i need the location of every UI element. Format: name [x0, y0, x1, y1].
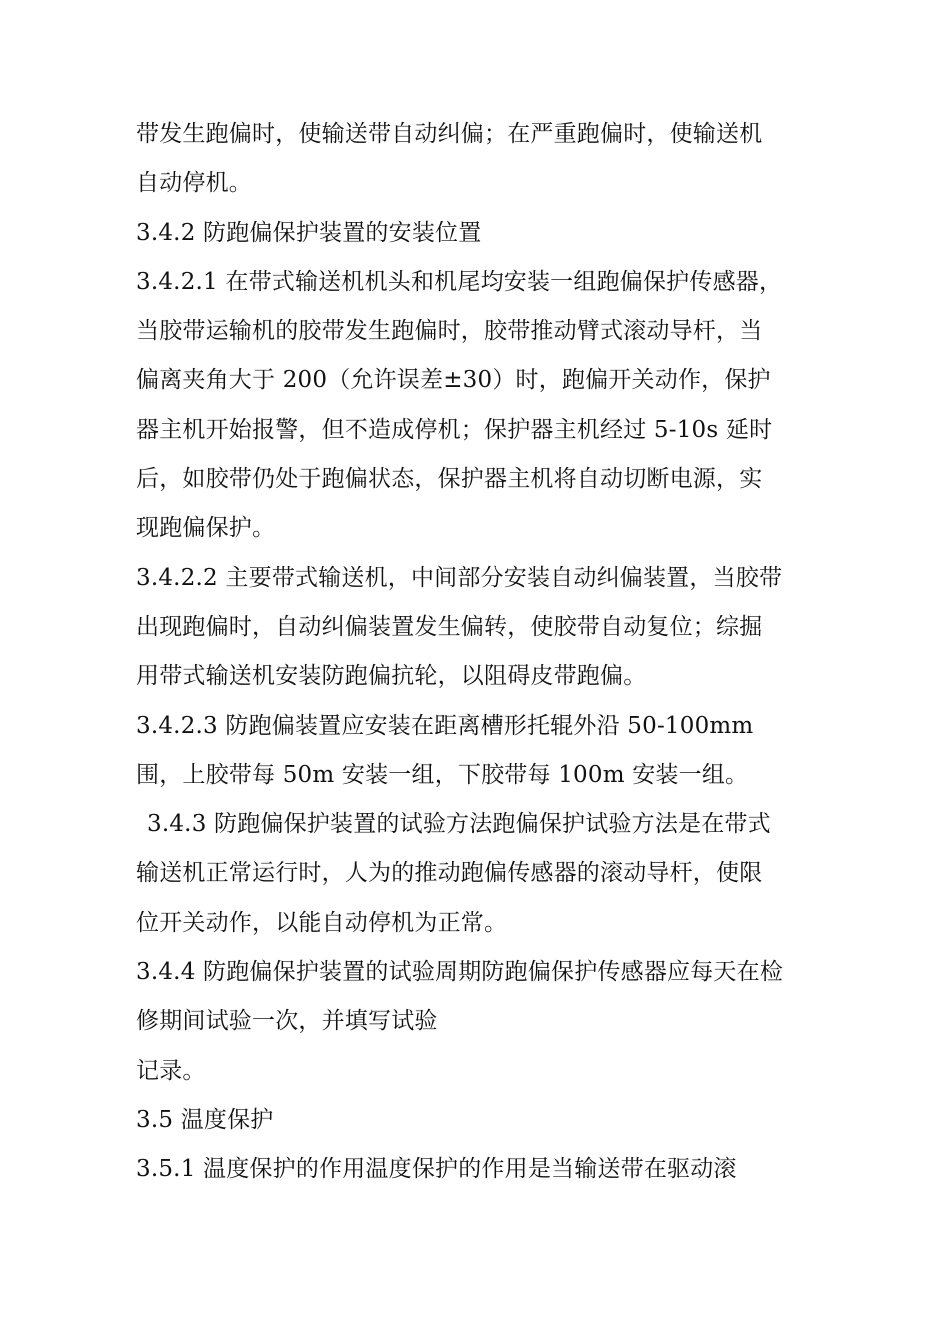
section-heading: 3.4.2 防跑偏保护装置的安装位置: [136, 219, 482, 246]
text-line: 记录。: [136, 1057, 206, 1084]
text-line: 3.5.1 温度保护的作用温度保护的作用是当输送带在驱动滚: [136, 1156, 737, 1183]
text-line: 3.4.2.2 主要带式输送机，中间部分安装自动纠偏装置，当胶带: [136, 564, 783, 591]
text-line: 现跑偏保护。: [136, 515, 276, 542]
text-line: 器主机开始报警，但不造成停机；保护器主机经过 5-10s 延时: [136, 416, 773, 443]
section-heading: 3.5 温度保护: [136, 1106, 274, 1133]
text-line: 围，上胶带每 50m 安装一组，下胶带每 100m 安装一组。: [136, 761, 749, 788]
text-line: 修期间试验一次，并填写试验: [136, 1008, 438, 1035]
text-line: 带发生跑偏时，使输送带自动纠偏；在严重跑偏时，使输送机: [136, 121, 763, 147]
text-line: 自动停机。: [136, 170, 252, 197]
text-line: 3.4.2.3 防跑偏装置应安装在距离槽形托辊外沿 50-100mm: [136, 712, 754, 739]
text-line: 出现跑偏时，自动纠偏装置发生偏转，使胶带自动复位；综掘: [136, 613, 763, 640]
text-line: 用带式输送机安装防跑偏抗轮，以阻碍皮带跑偏。: [136, 663, 647, 690]
text-line: 3.4.3 防跑偏保护装置的试验方法跑偏保护试验方法是在带式: [147, 811, 771, 838]
text-line: 位开关动作，以能自动停机为正常。: [136, 909, 508, 936]
text-line: 输送机正常运行时，人为的推动跑偏传感器的滚动导杆，使限: [136, 860, 763, 887]
document-body: [136, 110, 836, 1195]
text-line: 偏离夹角大于 200（允许误差±30）时，跑偏开关动作，保护: [136, 367, 771, 394]
text-line: 3.4.2.1 在带式输送机机头和机尾均安装一组跑偏保护传感器，: [136, 268, 783, 295]
text-line: 当胶带运输机的胶带发生跑偏时，胶带推动臂式滚动导杆，当: [136, 318, 763, 345]
text-line: 后，如胶带仍处于跑偏状态，保护器主机将自动切断电源，实: [136, 466, 763, 493]
text-line: 3.4.4 防跑偏保护装置的试验周期防跑偏保护传感器应每天在检: [136, 959, 784, 986]
